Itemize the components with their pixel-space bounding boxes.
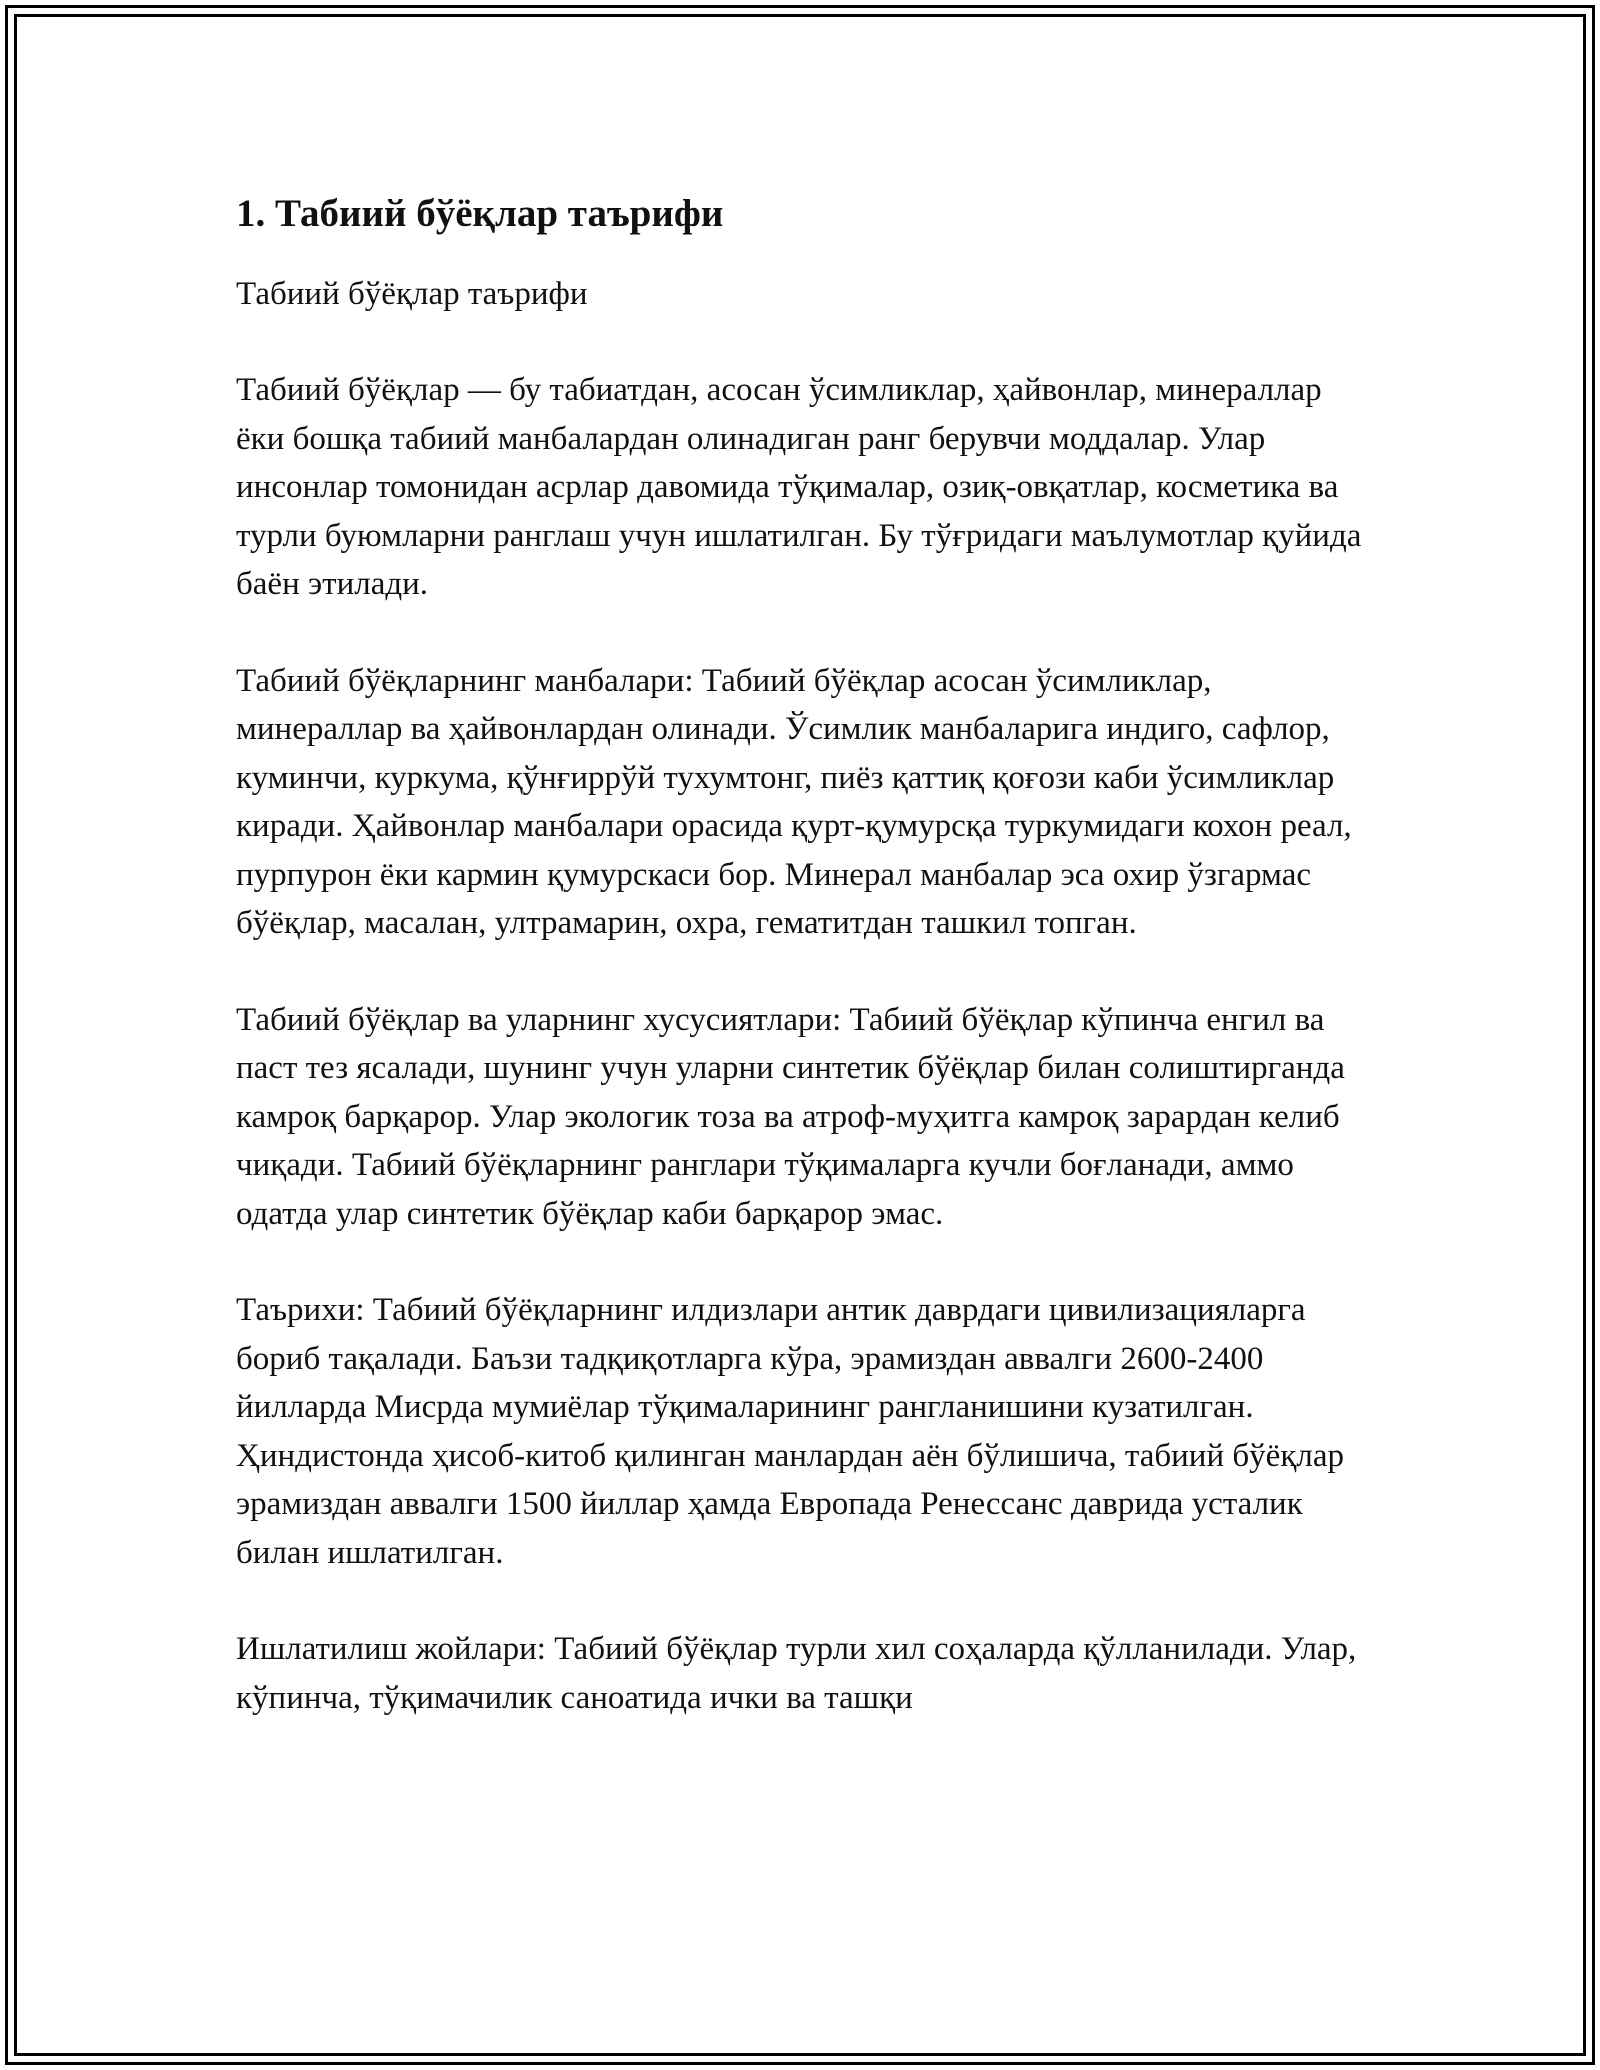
document-body xyxy=(236,186,1376,1770)
paragraph-history: Таърихи: Табиий бўёқларнинг илдизлари антик даврдаги цивилизацияларга бориб тақалади. Баъзи тадқиқотларга кўра, эрамиздан аввалги 2600-2400 йилларда Мисрда мумиёлар тўқималарининг рангланишини кузатилган. Ҳиндистонда ҳисоб-китоб қилинган манлардан аён бўлишича, табиий бўёқлар эрамиздан аввалги 1500 йиллар ҳамда Европада Ренессанс даврида усталик билан ишлатилган. xyxy=(236,1292,1344,1571)
section-heading: 1. Табиий бўёқлар таърифи xyxy=(236,192,724,235)
paragraph-definition: Табиий бўёқлар — бу табиатдан, асосан ўсимликлар, ҳайвонлар, минераллар ёки бошқа табиий манбалардан олинадиган ранг берувчи моддалар. Улар инсонлар томонидан асрлар давомида тўқималар, озиқ-овқатлар, косметика ва турли буюмларни ранглаш учун ишлатилган. Бу тўғридаги маълумотлар қуйида баён этилади. xyxy=(236,372,1362,602)
paragraph-properties: Табиий бўёқлар ва уларнинг хусусиятлари: Табиий бўёқлар кўпинча енгил ва паст тез ясалади, шунинг учун уларни синтетик бўёқлар билан солиштирганда камроқ барқарор. Улар экологик тоза ва атроф-муҳитга камроқ зарардан келиб чиқади. Табиий бўёқларнинг ранглари тўқималарга кучли боғланади, аммо одатда улар синтетик бўёқлар каби барқарор эмас. xyxy=(236,1001,1345,1232)
paragraph-sources: Табиий бўёқларнинг манбалари: Табиий бўёқлар асосан ўсимликлар, минераллар ва ҳайвонлардан олинади. Ўсимлик манбаларига индиго, сафлор, куминчи, куркума, қўнғиррўй тухумтонг, пиёз қаттиқ қоғози каби ўсимликлар киради. Ҳайвонлар манбалари орасида қурт-қумурсқа туркумидаги кохон реал, пурпурон ёки кармин қумурскаси бор. Минерал манбалар эса охир ўзгармас бўёқлар, масалан, ултрамарин, охра, гематитдан ташкил топган. xyxy=(236,662,1352,941)
paragraph-usage: Ишлатилиш жойлари: Табиий бўёқлар турли хил соҳаларда қўлланилади. Улар, кўпинча, тўқимачилик саноатида ички ва ташқи xyxy=(236,1631,1357,1716)
section-subtitle: Табиий бўёқлар таърифи xyxy=(236,276,588,312)
